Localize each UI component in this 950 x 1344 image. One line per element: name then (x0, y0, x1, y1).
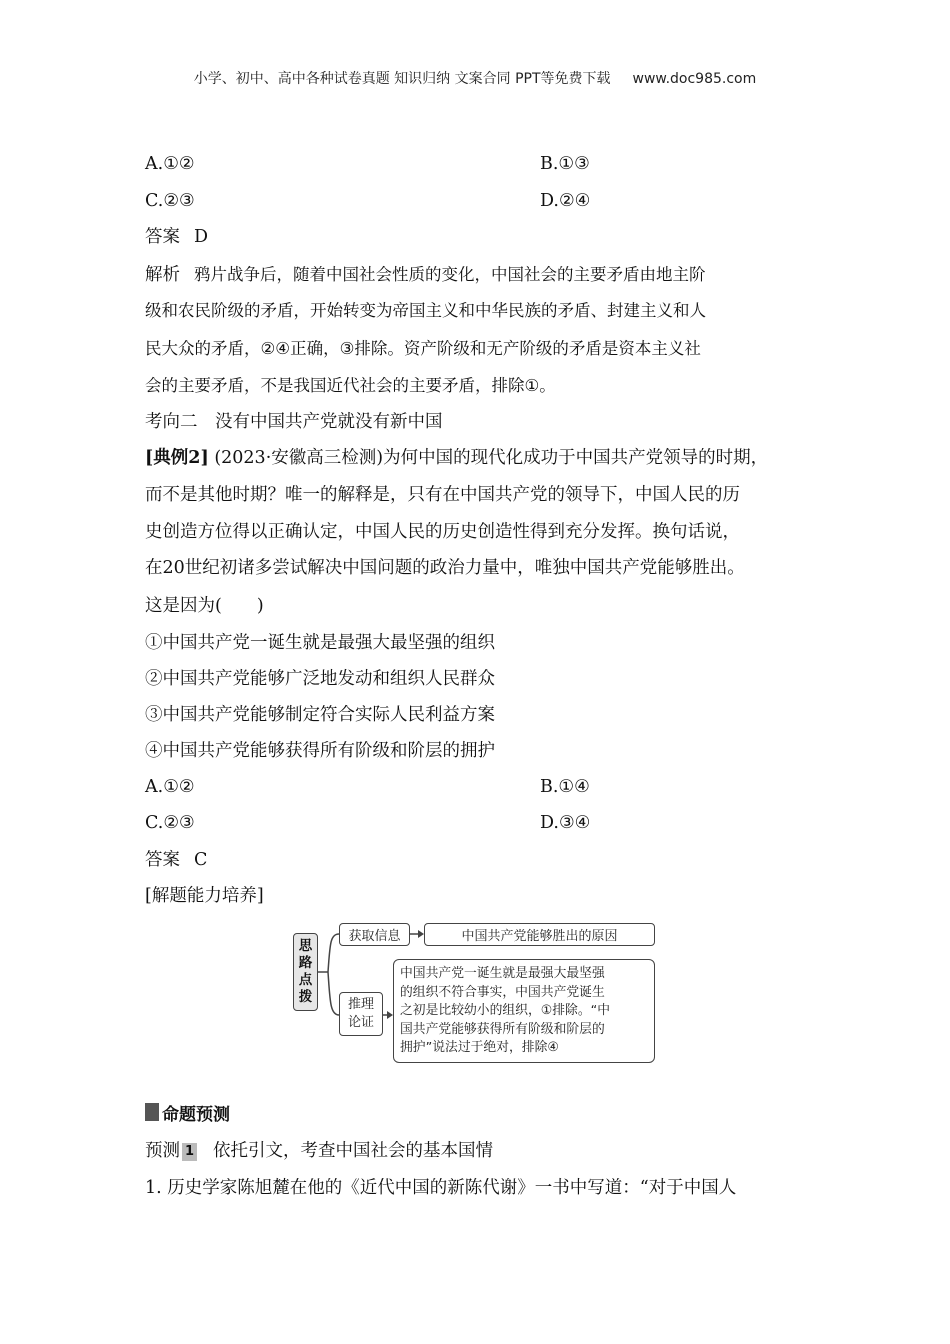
connector-upper (328, 934, 339, 972)
reason-label-line: 论证 (347, 1015, 374, 1030)
example2-item-2: ②中国共产党能够广泛地发动和组织人民群众 (145, 669, 495, 689)
q1-option-c: C.②③ (145, 191, 195, 211)
example2-item-4: ④中国共产党能够获得所有阶级和阶层的拥护 (145, 741, 495, 761)
example2-stem-2: 而不是其他时期？唯一的解释是，只有在中国共产党的领导下，中国人民的历 (145, 485, 740, 505)
side-label-char: 拨 (298, 989, 313, 1005)
example2-stem-3: 史创造方位得以正确认定，中国人民的历史创造性得到充分发挥。换句话说， (145, 522, 740, 542)
q1-option-d: D.②④ (540, 191, 591, 211)
q1-answer-line (145, 225, 208, 249)
q1-analysis-line-4: 会的主要矛盾，不是我国近代社会的主要矛盾，排除①。 (145, 376, 556, 395)
example2-stem-1: 为何中国的现代化成功于中国共产党领导的时期， (383, 448, 769, 468)
reason-text-line: 拥护”说法过于绝对，排除④ (400, 1040, 559, 1055)
example2-option-b: B.①④ (540, 777, 590, 797)
skill-title: [解题能力培养] (145, 886, 264, 906)
header-url[interactable]: www.doc985.com (632, 71, 757, 87)
prediction-number-badge: 1 (182, 1143, 197, 1161)
diagram-reason-text (393, 959, 655, 1063)
reason-label-line: 推理 (347, 997, 374, 1012)
example2-stem-5: 这是因为( ) (145, 596, 264, 616)
side-label-char: 路 (298, 955, 313, 971)
example2-tag: [典例2] (145, 448, 209, 468)
example2-item-3: ③中国共产党能够制定符合实际人民利益方案 (145, 705, 495, 725)
prediction-line (145, 1139, 493, 1163)
prediction-topic: 依托引文，考查中国社会的基本国情 (213, 1141, 494, 1161)
prediction-question-start: 1. 历史学家陈旭麓在他的《近代中国的新陈代谢》一书中写道：“对于中国人 (145, 1178, 737, 1198)
diagram-reason-label (339, 992, 383, 1036)
prediction-title-text: 命题预测 (162, 1104, 230, 1125)
q1-analysis-line-1 (145, 263, 706, 287)
diagram-side-label (293, 933, 318, 1011)
example2-source: (2023·安徽高三检测) (214, 448, 384, 468)
header-text: 小学、初中、高中各种试卷真题 知识归纳 文案合同 PPT等免费下载 (193, 71, 611, 87)
reason-text-line: 中国共产党一诞生就是最强大最坚强 (400, 966, 605, 981)
example2-option-a: A.①② (145, 777, 195, 797)
q1-analysis-line-3: 民大众的矛盾，②④正确，③排除。资产阶级和无产阶级的矛盾是资本主义社 (145, 339, 701, 358)
q1-answer-label: 答案 (145, 227, 180, 247)
q1-option-b: B.①③ (540, 154, 590, 174)
q1-option-a: A.①② (145, 154, 195, 174)
reason-text-line: 国共产党能够获得所有阶级和阶层的 (400, 1021, 605, 1037)
example2-answer-value: C (194, 850, 208, 870)
page-header (0, 68, 950, 88)
section-marker-icon (145, 1103, 159, 1121)
q1-analysis-line-2: 级和农民阶级的矛盾，开始转变为帝国主义和中华民族的矛盾、封建主义和人 (145, 301, 706, 320)
diagram-info-label: 获取信息 (339, 923, 410, 946)
prediction-title (145, 1099, 230, 1125)
prediction-label: 预测 (145, 1141, 180, 1161)
q1-analysis-label: 解析 (145, 265, 180, 285)
example2-stem-4: 在20世纪初诸多尝试解决中国问题的政治力量中，唯独中国共产党能够胜出。 (145, 558, 745, 578)
connector-lower (328, 972, 339, 1015)
reason-text-line: 之初是比较幼小的组织，①排除。“中 (400, 1003, 611, 1018)
side-label-char: 思 (298, 938, 313, 954)
example2-option-d: D.③④ (540, 813, 591, 833)
q1-analysis-text-1: 鸦片战争后，随着中国社会性质的变化，中国社会的主要矛盾由地主阶 (194, 265, 706, 284)
example2-item-1: ①中国共产党一诞生就是最强大最坚强的组织 (145, 633, 495, 653)
diagram-info-text: 中国共产党能够胜出的原因 (424, 923, 655, 946)
section-title: 考向二 没有中国共产党就没有新中国 (145, 412, 443, 432)
example2-answer-label: 答案 (145, 850, 180, 870)
reason-text-line: 的组织不符合事实，中国共产党诞生 (400, 984, 605, 1000)
q1-answer-value: D (194, 227, 209, 247)
example2-option-c: C.②③ (145, 813, 195, 833)
example2-answer-line (145, 848, 207, 872)
example2-line-1 (145, 446, 768, 470)
side-label-char: 点 (298, 972, 313, 988)
